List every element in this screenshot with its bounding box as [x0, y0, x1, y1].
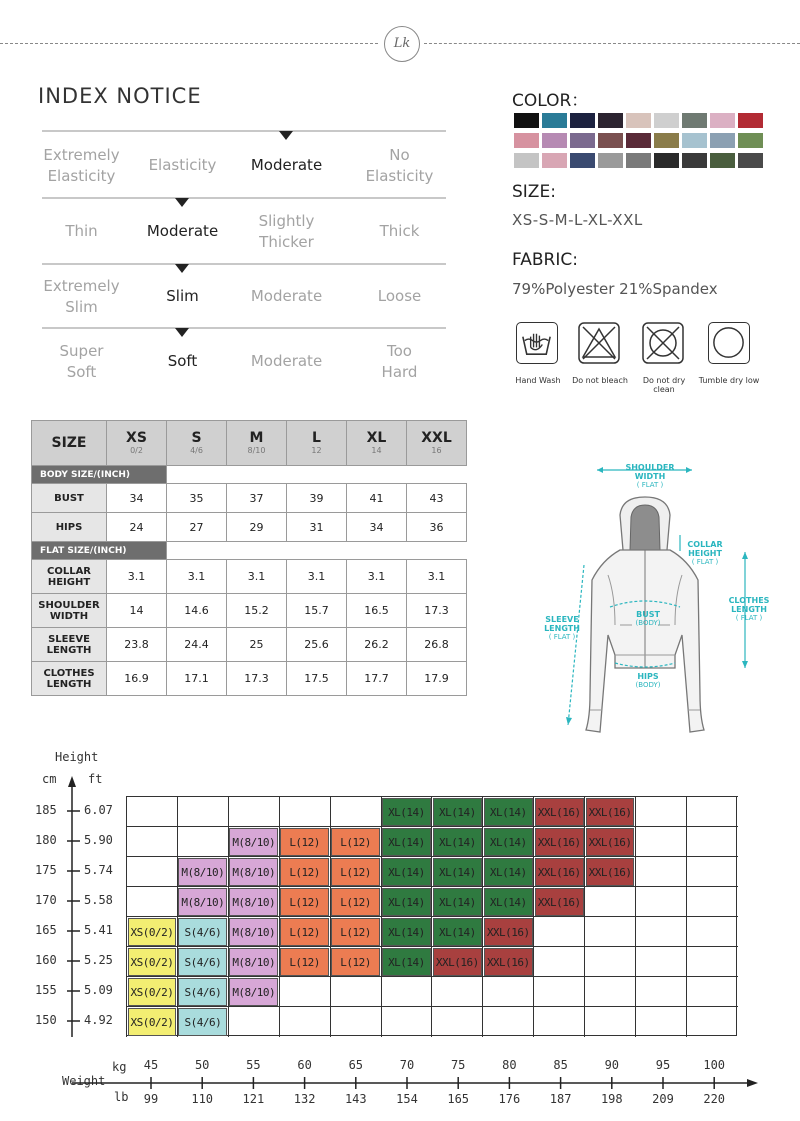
index-option-text: Super — [59, 342, 104, 360]
size-cell-l: L(12) — [331, 918, 380, 946]
size-cell-xl: XL(14) — [433, 828, 482, 856]
height-ft-tick-label: 5.58 — [84, 893, 113, 907]
measurement-label: SLEEVE LENGTH — [32, 628, 107, 662]
section-label: FLAT SIZE/(INCH) — [32, 542, 167, 560]
height-cm-tick-label: 180 — [35, 833, 57, 847]
weight-kg-tick-label: 45 — [143, 1058, 159, 1072]
hw-grid-cell — [330, 976, 382, 1007]
size-cell-l: L(12) — [331, 888, 380, 916]
measurement-value: 15.2 — [227, 594, 287, 628]
weight-kg-tick-label: 90 — [604, 1058, 620, 1072]
weight-kg-tick-label: 80 — [502, 1058, 517, 1072]
care-label-hand-wash: Hand Wash — [515, 376, 561, 385]
hw-grid-cell — [584, 1006, 636, 1037]
size-cell-s: S(4/6) — [178, 948, 227, 976]
index-option-text: Thick — [379, 222, 420, 240]
size-cell-l: L(12) — [280, 948, 329, 976]
size-header-label: SIZE — [51, 435, 87, 451]
index-option-text: Extremely — [43, 146, 120, 164]
height-cm-tick-label: 185 — [35, 803, 57, 817]
index-option-text: Elasticity — [365, 167, 434, 185]
size-name: M — [249, 430, 264, 446]
measurement-value: 23.8 — [107, 628, 167, 662]
hw-grid-cell — [584, 976, 636, 1007]
height-cm-tick-label: 170 — [35, 893, 57, 907]
weight-kg-tick-label: 100 — [703, 1058, 726, 1072]
size-number: 8/10 — [247, 446, 266, 455]
measurement-label: SHOULDER WIDTH — [32, 594, 107, 628]
hw-grid-cell — [533, 946, 585, 977]
size-cell-m: M(8/10) — [178, 858, 227, 886]
index-option-text: Moderate — [250, 156, 323, 174]
size-name: L — [312, 430, 321, 446]
measurement-label: CLOTHES LENGTH — [32, 662, 107, 696]
weight-lb-tick-label: 143 — [344, 1092, 367, 1106]
color-label: COLOR： — [512, 91, 589, 111]
size-cell-xxl: XXL(16) — [535, 828, 584, 856]
height-axis-label: Height — [55, 750, 99, 764]
hw-grid-cell — [228, 1006, 280, 1037]
weight-axis-label: Weight — [62, 1074, 106, 1088]
size-cell-xl: XL(14) — [382, 828, 431, 856]
index-option-text: Hard — [381, 363, 418, 381]
measurement-value: 26.2 — [347, 628, 407, 662]
measurement-value: 16.5 — [347, 594, 407, 628]
size-cell-l: L(12) — [280, 828, 329, 856]
weight-kg-tick-label: 55 — [246, 1058, 261, 1072]
fabric-value: 79%Polyester 21%Spandex — [512, 280, 718, 298]
measurement-value: 34 — [107, 484, 167, 513]
measurement-value: 3.1 — [347, 560, 407, 594]
size-name: XXL — [421, 430, 452, 446]
size-cell-s: S(4/6) — [178, 918, 227, 946]
weight-lb-tick-label: 132 — [293, 1092, 316, 1106]
measurement-value: 3.1 — [287, 560, 347, 594]
sleeve-length-label: SLEEVE LENGTH ( FLAT ) — [544, 615, 580, 641]
size-cell-xxl: XXL(16) — [484, 948, 533, 976]
index-option-text: Soft — [66, 363, 97, 381]
cm-unit-label: cm — [42, 772, 57, 786]
size-cell-xl: XL(14) — [484, 798, 533, 826]
size-cell-xxl: XXL(16) — [586, 828, 635, 856]
hw-grid-cell — [635, 856, 687, 887]
index-option-text: No — [389, 146, 410, 164]
weight-lb-tick-label: 209 — [652, 1092, 674, 1106]
measurement-value: 27 — [167, 513, 227, 542]
size-name: S — [191, 430, 202, 446]
measurement-label: HIPS — [32, 513, 107, 542]
ft-unit-label: ft — [88, 772, 103, 786]
index-option-text: Extremely — [43, 277, 120, 295]
index-option-text: Too — [387, 342, 412, 360]
measurement-value: 14 — [107, 594, 167, 628]
measurement-value: 43 — [407, 484, 467, 513]
weight-kg-tick-label: 75 — [450, 1058, 466, 1072]
hw-grid-cell — [177, 796, 229, 827]
size-cell-m: M(8/10) — [229, 978, 278, 1006]
index-notice-title: INDEX NOTICE — [38, 84, 202, 108]
hw-grid-cell — [279, 796, 331, 827]
section-label: BODY SIZE/(INCH) — [32, 466, 167, 484]
size-cell-xxl: XXL(16) — [586, 858, 635, 886]
hw-grid-cell — [482, 976, 534, 1007]
size-cell-xxl: XXL(16) — [586, 798, 635, 826]
measurement-value: 31 — [287, 513, 347, 542]
kg-unit-label: kg — [112, 1060, 127, 1074]
measurement-value: 3.1 — [107, 560, 167, 594]
hw-grid-cell — [482, 1006, 534, 1037]
size-cell-l: L(12) — [280, 858, 329, 886]
size-cell-l: L(12) — [280, 918, 329, 946]
measurement-value: 26.8 — [407, 628, 467, 662]
hw-grid-cell — [126, 796, 178, 827]
measurement-value: 3.1 — [227, 560, 287, 594]
measurement-value: 24 — [107, 513, 167, 542]
weight-kg-tick-label: 60 — [297, 1058, 312, 1072]
size-cell-xs: XS(0/2) — [128, 978, 177, 1006]
hw-grid-cell — [381, 976, 433, 1007]
size-cell-m: M(8/10) — [229, 828, 278, 856]
measurement-value: 35 — [167, 484, 227, 513]
index-option-text: Moderate — [146, 222, 219, 240]
hw-grid-cell — [533, 1006, 585, 1037]
size-number: 0/2 — [130, 446, 143, 455]
weight-kg-tick-label: 70 — [399, 1058, 415, 1072]
measurement-value: 25 — [227, 628, 287, 662]
height-cm-tick-label: 175 — [35, 863, 57, 877]
hw-grid-cell — [126, 886, 178, 917]
size-cell-l: L(12) — [331, 858, 380, 886]
hw-grid-cell — [686, 886, 738, 917]
weight-lb-tick-label: 187 — [549, 1092, 572, 1106]
weight-lb-tick-label: 220 — [703, 1092, 726, 1106]
measurement-value: 17.3 — [407, 594, 467, 628]
measurement-value: 17.7 — [347, 662, 407, 696]
weight-lb-tick-label: 165 — [447, 1092, 470, 1106]
size-cell-xxl: XXL(16) — [535, 858, 584, 886]
shoulder-width-label: SHOULDER WIDTH ( FLAT ) — [625, 463, 675, 489]
size-cell-l: L(12) — [331, 948, 380, 976]
weight-lb-tick-label: 176 — [498, 1092, 521, 1106]
hw-grid-cell — [533, 916, 585, 947]
size-cell-s: S(4/6) — [178, 1008, 227, 1036]
size-cell-m: M(8/10) — [178, 888, 227, 916]
height-cm-tick-label: 160 — [35, 953, 57, 967]
hw-grid-cell — [635, 916, 687, 947]
weight-lb-tick-label: 110 — [191, 1092, 214, 1106]
size-label: SIZE: — [512, 182, 556, 202]
hw-grid-cell — [686, 826, 738, 857]
measurement-label: COLLAR HEIGHT — [32, 560, 107, 594]
hw-grid-cell — [177, 826, 229, 857]
hw-grid-cell — [635, 886, 687, 917]
index-option-text: Thin — [65, 222, 98, 240]
measurement-value: 17.1 — [167, 662, 227, 696]
size-cell-xl: XL(14) — [382, 858, 431, 886]
measurement-value: 25.6 — [287, 628, 347, 662]
hw-grid-cell — [686, 946, 738, 977]
size-cell-xl: XL(14) — [484, 858, 533, 886]
size-cell-xl: XL(14) — [433, 858, 482, 886]
size-cell-xxl: XXL(16) — [535, 798, 584, 826]
measurement-value: 16.9 — [107, 662, 167, 696]
height-ft-tick-label: 5.25 — [84, 953, 113, 967]
hw-grid-cell — [584, 916, 636, 947]
weight-kg-tick-label: 85 — [553, 1058, 568, 1072]
measurement-value: 17.5 — [287, 662, 347, 696]
height-ft-tick-label: 6.07 — [84, 803, 113, 817]
measurement-value: 17.9 — [407, 662, 467, 696]
clothes-length-label: CLOTHES LENGTH ( FLAT ) — [728, 596, 770, 622]
weight-lb-tick-label: 121 — [242, 1092, 265, 1106]
size-cell-m: M(8/10) — [229, 888, 278, 916]
size-cell-xl: XL(14) — [433, 918, 482, 946]
measurement-value: 39 — [287, 484, 347, 513]
hw-grid-cell — [686, 976, 738, 1007]
index-option-text: Loose — [377, 287, 422, 305]
size-cell-xl: XL(14) — [484, 888, 533, 916]
height-cm-tick-label: 165 — [35, 923, 57, 937]
hw-grid-cell — [279, 976, 331, 1007]
hw-grid-cell — [533, 976, 585, 1007]
size-cell-xl: XL(14) — [382, 918, 431, 946]
measurement-value: 17.3 — [227, 662, 287, 696]
size-cell-xl: XL(14) — [484, 828, 533, 856]
size-value: XS-S-M-L-XL-XXL — [512, 211, 643, 229]
hw-grid-cell — [431, 976, 483, 1007]
hw-grid-cell — [228, 796, 280, 827]
hw-grid-cell — [635, 1006, 687, 1037]
height-cm-tick-label: 155 — [35, 983, 57, 997]
height-ft-tick-label: 5.09 — [84, 983, 113, 997]
height-ft-tick-label: 5.41 — [84, 923, 113, 937]
size-cell-xxl: XXL(16) — [433, 948, 482, 976]
measurement-value: 24.4 — [167, 628, 227, 662]
index-option-text: Moderate — [250, 287, 323, 305]
collar-height-label: COLLAR HEIGHT ( FLAT ) — [687, 540, 723, 566]
measurement-value: 3.1 — [167, 560, 227, 594]
size-name: XL — [366, 430, 387, 446]
height-ft-tick-label: 5.90 — [84, 833, 113, 847]
size-cell-xl: XL(14) — [382, 798, 431, 826]
height-ft-tick-label: 4.92 — [84, 1013, 113, 1027]
height-cm-tick-label: 150 — [35, 1013, 57, 1027]
index-option-text: Slim — [166, 287, 199, 305]
size-cell-s: S(4/6) — [178, 978, 227, 1006]
weight-kg-tick-label: 65 — [348, 1058, 364, 1072]
hw-grid-cell — [635, 826, 687, 857]
weight-lb-tick-label: 99 — [143, 1092, 159, 1106]
hw-grid-cell — [381, 1006, 433, 1037]
measurement-value: 14.6 — [167, 594, 227, 628]
hw-grid-cell — [584, 946, 636, 977]
hw-grid-cell — [330, 796, 382, 827]
size-cell-xl: XL(14) — [382, 948, 431, 976]
size-cell-m: M(8/10) — [229, 948, 278, 976]
index-option-text: Moderate — [250, 352, 323, 370]
size-cell-xxl: XXL(16) — [484, 918, 533, 946]
index-option-text: Thicker — [259, 233, 314, 251]
measurement-value: 41 — [347, 484, 407, 513]
care-label-tumble-dry-low: Tumble dry low — [698, 376, 760, 385]
height-ft-tick-label: 5.74 — [84, 863, 113, 877]
index-option-text: Elasticity — [47, 167, 116, 185]
hw-grid-cell — [126, 856, 178, 887]
care-label-do-not-bleach: Do not bleach — [572, 376, 628, 385]
measurement-value: 29 — [227, 513, 287, 542]
size-cell-m: M(8/10) — [229, 858, 278, 886]
size-cell-xl: XL(14) — [433, 798, 482, 826]
lb-unit-label: lb — [114, 1090, 129, 1104]
hw-grid-cell — [635, 946, 687, 977]
index-option-text: Slightly — [258, 212, 315, 230]
hw-grid-cell — [686, 1006, 738, 1037]
hw-grid-cell — [330, 1006, 382, 1037]
size-number: 14 — [371, 446, 382, 455]
size-cell-m: M(8/10) — [229, 918, 278, 946]
size-name: XS — [126, 430, 147, 446]
size-cell-l: L(12) — [280, 888, 329, 916]
size-cell-xl: XL(14) — [382, 888, 431, 916]
hw-grid-cell — [686, 796, 738, 827]
brand-logo: Lk — [384, 26, 420, 62]
measurement-value: 37 — [227, 484, 287, 513]
size-number: 16 — [431, 446, 442, 455]
bust-label: BUST (BODY) — [635, 610, 661, 627]
weight-kg-tick-label: 50 — [194, 1058, 210, 1072]
size-number: 12 — [311, 446, 322, 455]
fabric-label: FABRIC: — [512, 250, 578, 270]
measurement-value: 3.1 — [407, 560, 467, 594]
measurement-label: BUST — [32, 484, 107, 513]
weight-lb-tick-label: 198 — [600, 1092, 623, 1106]
hw-grid-cell — [584, 886, 636, 917]
weight-lb-tick-label: 154 — [396, 1092, 418, 1106]
index-option-text: Soft — [167, 352, 198, 370]
index-option-text: Slim — [65, 298, 98, 316]
measurement-value: 15.7 — [287, 594, 347, 628]
hw-grid-cell — [126, 826, 178, 857]
measurement-value: 36 — [407, 513, 467, 542]
size-cell-xs: XS(0/2) — [128, 948, 177, 976]
hips-label: HIPS (BODY) — [635, 672, 661, 689]
measurement-value: 34 — [347, 513, 407, 542]
hw-grid-cell — [686, 916, 738, 947]
care-label-do-not-dry-clean: Do not dry clean — [642, 376, 686, 394]
weight-kg-tick-label: 95 — [655, 1058, 671, 1072]
hw-grid-cell — [431, 1006, 483, 1037]
hw-grid-cell — [279, 1006, 331, 1037]
size-cell-xs: XS(0/2) — [128, 1008, 177, 1036]
size-cell-l: L(12) — [331, 828, 380, 856]
size-cell-xs: XS(0/2) — [128, 918, 177, 946]
hw-grid-cell — [635, 796, 687, 827]
hw-grid-cell — [686, 856, 738, 887]
hw-grid-cell — [635, 976, 687, 1007]
size-number: 4/6 — [190, 446, 203, 455]
size-cell-xl: XL(14) — [433, 888, 482, 916]
index-option-text: Elasticity — [148, 156, 217, 174]
size-cell-xxl: XXL(16) — [535, 888, 584, 916]
